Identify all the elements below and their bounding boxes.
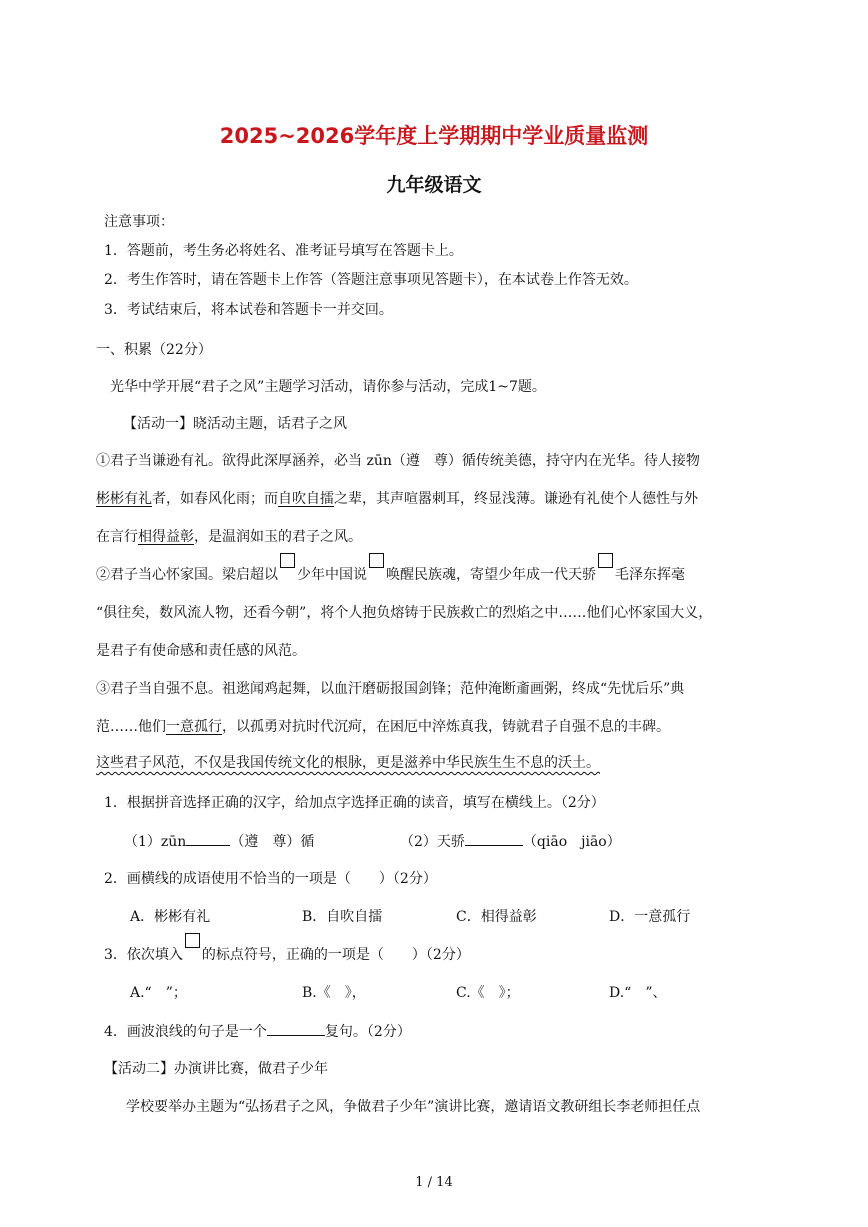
question-1-part-2: （2）天骄 （qiāo jiāo） xyxy=(400,831,621,852)
section-intro: 光华中学开展“君子之风”主题学习活动，请你参与活动，完成1~7题。 xyxy=(110,379,546,395)
question-3-option-c[interactable]: C.《 》； xyxy=(456,985,520,1001)
question-2: 2．画横线的成语使用不恰当的一项是（ ）（2分） xyxy=(104,871,437,887)
question-3-option-d[interactable]: D.“ ”、 xyxy=(609,985,667,1001)
question-4: 4．画波浪线的句子是一个 复句。（2分） xyxy=(104,1021,411,1042)
paragraph-1-line-2: 彬彬有礼者，如春风化雨；而自吹自擂之辈，其声喧嚣刺耳，终显浅薄。谦逊有礼使个人德性与外 xyxy=(96,491,698,507)
question-2-option-d[interactable]: D．一意孤行 xyxy=(609,909,691,925)
question-2-option-b[interactable]: B．自吹自擂 xyxy=(302,909,383,925)
punctuation-box xyxy=(280,553,295,568)
paragraph-1-line-1: ①君子当谦逊有礼。欲得此深厚涵养，必当 zūn（遵 尊）循传统美德，持守内在光华。待人接物 xyxy=(96,453,700,469)
question-2-option-c[interactable]: C．相得益彰 xyxy=(456,909,537,925)
paragraph-2-line-2: “俱往矣，数风流人物，还看今朝”，将个人抱负熔铸于民族救亡的烈焰之中……他们心怀家国大义， xyxy=(96,605,713,621)
notice-heading: 注意事项： xyxy=(104,214,174,230)
idiom-zichui-zilei: 自吹自擂 xyxy=(278,491,334,507)
wavy-sentence: 这些君子风范，不仅是我国传统文化的根脉，更是滋养中华民族生生不息的沃土。 xyxy=(96,755,600,771)
exam-subtitle: 九年级语文 xyxy=(386,174,482,196)
notice-item-3: 3．考试结束后，将本试卷和答题卡一并交回。 xyxy=(104,302,393,318)
section-heading: 一、积累（22分） xyxy=(96,342,212,358)
notice-item-2: 2．考生作答时，请在答题卡上作答（答题注意事项见答题卡），在本试卷上作答无效。 xyxy=(104,272,638,288)
notice-item-1: 1．答题前，考生务必将姓名、准考证号填写在答题卡上。 xyxy=(104,243,463,259)
punctuation-box xyxy=(369,553,384,568)
punctuation-box xyxy=(598,553,613,568)
idiom-yiyi-guxing: 一意孤行 xyxy=(166,719,222,735)
activity-two-text: 学校要举办主题为“弘扬君子之风，争做君子少年”演讲比赛，邀请语文教研组长李老师担任点 xyxy=(126,1099,701,1115)
answer-blank[interactable] xyxy=(186,831,230,846)
question-3: 3．依次填入 的标点符号，正确的一项是（ ）（2分） xyxy=(104,945,470,965)
idiom-xiangde-yizhang: 相得益彰 xyxy=(138,529,194,545)
activity-two-title: 【活动二】办演讲比赛，做君子少年 xyxy=(104,1061,328,1077)
answer-blank[interactable] xyxy=(465,831,523,846)
punctuation-box xyxy=(185,933,200,948)
idiom-binbin-youli: 彬彬有礼 xyxy=(96,491,152,507)
question-1: 1．根据拼音选择正确的汉字，给加点字选择正确的读音，填写在横线上。（2分） xyxy=(104,795,605,811)
paragraph-1-line-3: 在言行相得益彰，是温润如玉的君子之风。 xyxy=(96,529,362,545)
paragraph-3-line-1: ③君子当自强不息。祖逖闻鸡起舞，以血汗磨砺报国剑锋；范仲淹断齑画粥，终成“先忧后乐”典 xyxy=(96,681,685,697)
question-2-option-a[interactable]: A．彬彬有礼 xyxy=(130,909,211,925)
paragraph-3-line-2: 范……他们一意孤行，以孤勇对抗时代沉疴，在困厄中淬炼真我，铸就君子自强不息的丰碑。 xyxy=(96,719,670,735)
paragraph-2-line-1: ②君子当心怀家国。梁启超以 少年中国说 唤醒民族魂，寄望少年成一代天骄 毛泽东挥毫 xyxy=(96,565,685,585)
page-number: 1 / 14 xyxy=(415,1175,453,1190)
paragraph-2-line-3: 是君子有使命感和责任感的风范。 xyxy=(96,643,306,659)
question-3-option-a[interactable]: A.“ ”； xyxy=(130,985,187,1001)
question-3-option-b[interactable]: B.《 》， xyxy=(302,985,366,1001)
exam-title: 2025~2026学年度上学期期中学业质量监测 xyxy=(219,124,649,148)
question-1-part-1: （1）zūn （遵 尊）循 xyxy=(124,831,314,852)
activity-one-title: 【活动一】晓活动主题，话君子之风 xyxy=(123,416,347,432)
answer-blank[interactable] xyxy=(267,1021,325,1036)
